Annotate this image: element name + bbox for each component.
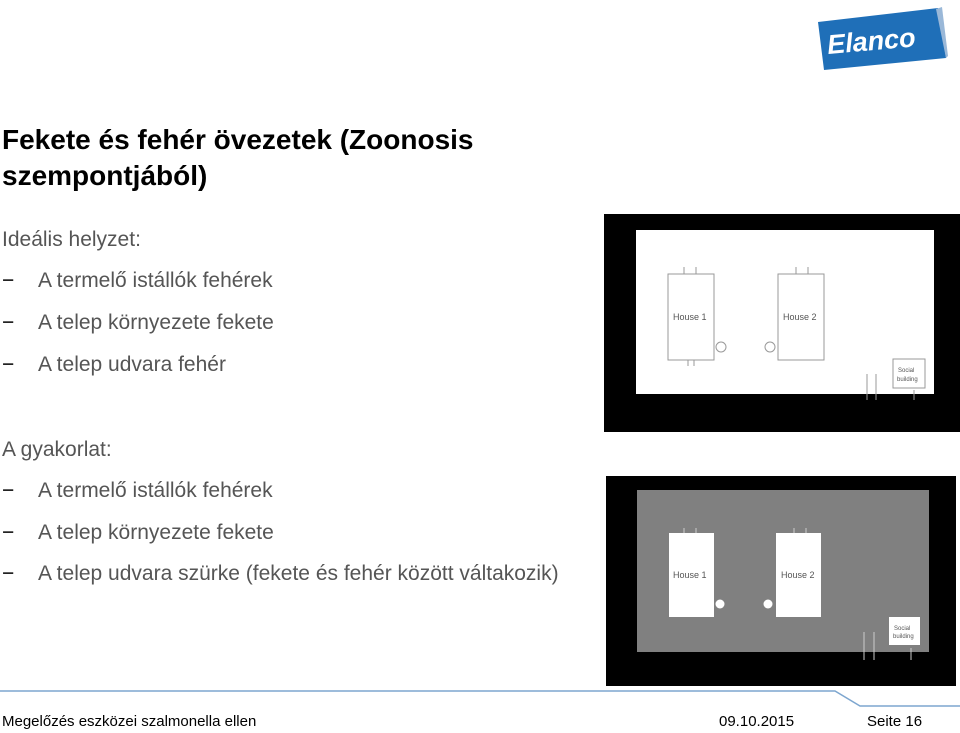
house-1 — [669, 528, 714, 617]
silo-1 — [716, 600, 725, 609]
list-item — [0, 265, 560, 296]
house-2 — [776, 528, 821, 617]
page-title: Fekete és fehér övezetek (Zoonosis szempontjából) — [2, 124, 474, 191]
social-label-line2: building — [893, 634, 914, 640]
house-1-label: House 1 — [673, 570, 707, 580]
list-item-text: A telep udvara szürke (fekete és fehér között váltakozik) — [38, 562, 559, 585]
social-building — [893, 359, 925, 388]
house-2-label: House 2 — [783, 312, 817, 322]
dash-bullet-icon: − — [2, 521, 15, 544]
list-item — [0, 559, 560, 589]
logo-text: Elanco — [825, 22, 917, 60]
footer-presentation-title: Megelőzés eszközei szalmonella ellen — [2, 713, 257, 730]
silo-1 — [716, 342, 726, 352]
house-1 — [668, 267, 714, 366]
list-item-text: A telep környezete fekete — [38, 311, 274, 334]
dash-bullet-icon: − — [2, 479, 15, 502]
house-2 — [778, 267, 824, 360]
ideal-list — [0, 265, 560, 391]
social-label-line1: Social — [894, 626, 911, 632]
dash-bullet-icon: − — [2, 562, 15, 585]
list-item — [0, 307, 560, 338]
list-item-text: A telep udvara fehér — [38, 353, 226, 376]
list-item-text: A telep környezete fekete — [38, 521, 274, 544]
social-label-line1: Social — [898, 368, 915, 374]
practice-heading: A gyakorlat: — [2, 438, 112, 461]
dash-bullet-icon: − — [2, 269, 15, 292]
elanco-logo — [814, 6, 948, 72]
silo-2 — [765, 342, 775, 352]
ideal-farm-diagram — [604, 214, 960, 432]
footer-divider — [0, 690, 960, 710]
practice-farm-diagram — [606, 476, 956, 686]
list-item — [0, 349, 560, 380]
silo-2 — [764, 600, 773, 609]
social-label-line2: building — [897, 377, 918, 383]
dash-bullet-icon: − — [2, 353, 15, 376]
footer-page-number: Seite 16 — [867, 713, 923, 730]
social-building — [889, 617, 920, 645]
house-2-label: House 2 — [781, 570, 815, 580]
house-1-label: House 1 — [673, 312, 707, 322]
list-item — [0, 475, 560, 506]
dash-bullet-icon: − — [2, 311, 15, 334]
list-item-text: A termelő istállók fehérek — [38, 479, 273, 502]
footer-date: 09.10.2015 — [719, 713, 795, 730]
practice-list — [0, 475, 560, 600]
ideal-heading: Ideális helyzet: — [2, 228, 141, 251]
list-item — [0, 517, 560, 548]
list-item-text: A termelő istállók fehérek — [38, 269, 273, 292]
